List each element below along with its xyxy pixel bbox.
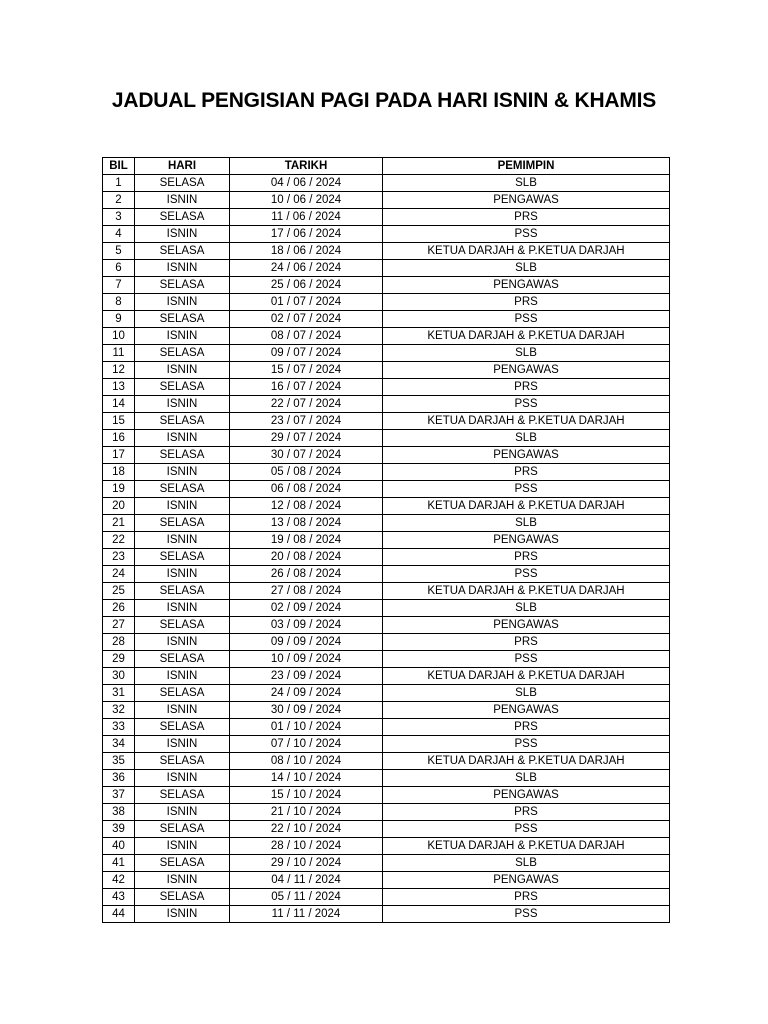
cell-bil: 29 — [103, 651, 135, 668]
cell-hari: ISNIN — [135, 566, 230, 583]
cell-pemimpin: PENGAWAS — [383, 532, 670, 549]
cell-pemimpin: PENGAWAS — [383, 362, 670, 379]
table-row — [103, 396, 670, 413]
cell-bil: 9 — [103, 311, 135, 328]
table-row — [103, 651, 670, 668]
cell-bil: 33 — [103, 719, 135, 736]
cell-pemimpin: PRS — [383, 464, 670, 481]
cell-hari: ISNIN — [135, 668, 230, 685]
cell-bil: 28 — [103, 634, 135, 651]
cell-pemimpin: PSS — [383, 566, 670, 583]
cell-bil: 39 — [103, 821, 135, 838]
cell-pemimpin: PSS — [383, 311, 670, 328]
cell-bil: 16 — [103, 430, 135, 447]
table-row — [103, 430, 670, 447]
cell-hari: SELASA — [135, 651, 230, 668]
cell-pemimpin: PRS — [383, 889, 670, 906]
cell-hari: ISNIN — [135, 362, 230, 379]
cell-pemimpin: SLB — [383, 685, 670, 702]
cell-pemimpin: KETUA DARJAH & P.KETUA DARJAH — [383, 243, 670, 260]
cell-hari: SELASA — [135, 889, 230, 906]
cell-pemimpin: SLB — [383, 855, 670, 872]
cell-hari: ISNIN — [135, 634, 230, 651]
column-header-pemimpin: PEMIMPIN — [383, 158, 670, 175]
cell-tarikh: 21 / 10 / 2024 — [230, 804, 383, 821]
cell-bil: 27 — [103, 617, 135, 634]
cell-hari: ISNIN — [135, 226, 230, 243]
cell-tarikh: 24 / 09 / 2024 — [230, 685, 383, 702]
cell-hari: SELASA — [135, 617, 230, 634]
cell-tarikh: 17 / 06 / 2024 — [230, 226, 383, 243]
cell-tarikh: 16 / 07 / 2024 — [230, 379, 383, 396]
cell-bil: 14 — [103, 396, 135, 413]
page-title: JADUAL PENGISIAN PAGI PADA HARI ISNIN & KHAMIS — [111, 89, 657, 112]
cell-hari: SELASA — [135, 787, 230, 804]
cell-hari: ISNIN — [135, 804, 230, 821]
cell-bil: 25 — [103, 583, 135, 600]
cell-hari: SELASA — [135, 583, 230, 600]
cell-pemimpin: PENGAWAS — [383, 872, 670, 889]
cell-bil: 44 — [103, 906, 135, 923]
cell-tarikh: 10 / 09 / 2024 — [230, 651, 383, 668]
cell-tarikh: 05 / 11 / 2024 — [230, 889, 383, 906]
table-row — [103, 498, 670, 515]
cell-pemimpin: PSS — [383, 906, 670, 923]
cell-bil: 34 — [103, 736, 135, 753]
cell-hari: ISNIN — [135, 736, 230, 753]
cell-bil: 22 — [103, 532, 135, 549]
table-row — [103, 379, 670, 396]
cell-tarikh: 03 / 09 / 2024 — [230, 617, 383, 634]
table-row — [103, 770, 670, 787]
cell-pemimpin: PENGAWAS — [383, 617, 670, 634]
cell-pemimpin: KETUA DARJAH & P.KETUA DARJAH — [383, 838, 670, 855]
table-row — [103, 515, 670, 532]
cell-bil: 38 — [103, 804, 135, 821]
cell-hari: ISNIN — [135, 600, 230, 617]
cell-pemimpin: SLB — [383, 430, 670, 447]
cell-bil: 26 — [103, 600, 135, 617]
cell-pemimpin: PENGAWAS — [383, 192, 670, 209]
table-row — [103, 362, 670, 379]
cell-hari: ISNIN — [135, 906, 230, 923]
table-row — [103, 804, 670, 821]
table-row — [103, 328, 670, 345]
table-row — [103, 719, 670, 736]
cell-pemimpin: SLB — [383, 345, 670, 362]
cell-hari: SELASA — [135, 277, 230, 294]
cell-tarikh: 22 / 07 / 2024 — [230, 396, 383, 413]
cell-hari: SELASA — [135, 821, 230, 838]
cell-hari: SELASA — [135, 311, 230, 328]
table-row — [103, 872, 670, 889]
cell-pemimpin: PSS — [383, 226, 670, 243]
schedule-table-body — [103, 175, 670, 923]
cell-bil: 41 — [103, 855, 135, 872]
cell-bil: 12 — [103, 362, 135, 379]
cell-bil: 15 — [103, 413, 135, 430]
cell-bil: 24 — [103, 566, 135, 583]
cell-pemimpin: PENGAWAS — [383, 447, 670, 464]
table-row — [103, 685, 670, 702]
cell-tarikh: 30 / 09 / 2024 — [230, 702, 383, 719]
cell-pemimpin: PSS — [383, 736, 670, 753]
cell-bil: 36 — [103, 770, 135, 787]
table-row — [103, 617, 670, 634]
table-row — [103, 209, 670, 226]
cell-tarikh: 18 / 06 / 2024 — [230, 243, 383, 260]
cell-tarikh: 11 / 11 / 2024 — [230, 906, 383, 923]
cell-pemimpin: PRS — [383, 549, 670, 566]
cell-hari: ISNIN — [135, 464, 230, 481]
cell-pemimpin: SLB — [383, 260, 670, 277]
table-row — [103, 226, 670, 243]
cell-tarikh: 11 / 06 / 2024 — [230, 209, 383, 226]
cell-hari: ISNIN — [135, 532, 230, 549]
cell-hari: SELASA — [135, 413, 230, 430]
cell-tarikh: 22 / 10 / 2024 — [230, 821, 383, 838]
table-row — [103, 600, 670, 617]
cell-hari: ISNIN — [135, 770, 230, 787]
cell-hari: SELASA — [135, 719, 230, 736]
cell-bil: 43 — [103, 889, 135, 906]
cell-bil: 30 — [103, 668, 135, 685]
cell-bil: 4 — [103, 226, 135, 243]
cell-pemimpin: PENGAWAS — [383, 277, 670, 294]
cell-tarikh: 04 / 06 / 2024 — [230, 175, 383, 192]
cell-pemimpin: PSS — [383, 481, 670, 498]
cell-hari: ISNIN — [135, 328, 230, 345]
cell-hari: SELASA — [135, 685, 230, 702]
cell-bil: 10 — [103, 328, 135, 345]
table-row — [103, 447, 670, 464]
cell-hari: SELASA — [135, 345, 230, 362]
cell-pemimpin: SLB — [383, 515, 670, 532]
cell-tarikh: 15 / 10 / 2024 — [230, 787, 383, 804]
cell-hari: SELASA — [135, 515, 230, 532]
cell-tarikh: 30 / 07 / 2024 — [230, 447, 383, 464]
cell-tarikh: 24 / 06 / 2024 — [230, 260, 383, 277]
cell-hari: ISNIN — [135, 260, 230, 277]
cell-tarikh: 28 / 10 / 2024 — [230, 838, 383, 855]
table-row — [103, 294, 670, 311]
cell-hari: SELASA — [135, 549, 230, 566]
cell-hari: ISNIN — [135, 192, 230, 209]
cell-bil: 42 — [103, 872, 135, 889]
table-row — [103, 634, 670, 651]
cell-bil: 2 — [103, 192, 135, 209]
cell-hari: SELASA — [135, 379, 230, 396]
cell-pemimpin: SLB — [383, 770, 670, 787]
cell-bil: 37 — [103, 787, 135, 804]
cell-hari: SELASA — [135, 209, 230, 226]
cell-tarikh: 29 / 10 / 2024 — [230, 855, 383, 872]
cell-pemimpin: SLB — [383, 175, 670, 192]
cell-bil: 18 — [103, 464, 135, 481]
column-header-hari: HARI — [135, 158, 230, 175]
cell-bil: 3 — [103, 209, 135, 226]
cell-tarikh: 07 / 10 / 2024 — [230, 736, 383, 753]
table-row — [103, 549, 670, 566]
cell-tarikh: 15 / 07 / 2024 — [230, 362, 383, 379]
cell-pemimpin: KETUA DARJAH & P.KETUA DARJAH — [383, 413, 670, 430]
column-header-tarikh: TARIKH — [230, 158, 383, 175]
cell-tarikh: 05 / 08 / 2024 — [230, 464, 383, 481]
cell-pemimpin: PENGAWAS — [383, 702, 670, 719]
cell-pemimpin: KETUA DARJAH & P.KETUA DARJAH — [383, 668, 670, 685]
column-header-bil: BIL — [103, 158, 135, 175]
cell-tarikh: 29 / 07 / 2024 — [230, 430, 383, 447]
cell-tarikh: 27 / 08 / 2024 — [230, 583, 383, 600]
cell-bil: 40 — [103, 838, 135, 855]
cell-tarikh: 10 / 06 / 2024 — [230, 192, 383, 209]
cell-tarikh: 23 / 07 / 2024 — [230, 413, 383, 430]
cell-pemimpin: KETUA DARJAH & P.KETUA DARJAH — [383, 498, 670, 515]
cell-pemimpin: PSS — [383, 396, 670, 413]
cell-pemimpin: PRS — [383, 804, 670, 821]
cell-hari: SELASA — [135, 753, 230, 770]
cell-bil: 21 — [103, 515, 135, 532]
cell-hari: ISNIN — [135, 430, 230, 447]
cell-tarikh: 14 / 10 / 2024 — [230, 770, 383, 787]
table-row — [103, 532, 670, 549]
cell-hari: SELASA — [135, 447, 230, 464]
table-row — [103, 277, 670, 294]
cell-hari: ISNIN — [135, 872, 230, 889]
cell-pemimpin: KETUA DARJAH & P.KETUA DARJAH — [383, 753, 670, 770]
table-row — [103, 821, 670, 838]
cell-bil: 13 — [103, 379, 135, 396]
table-row — [103, 566, 670, 583]
cell-tarikh: 09 / 09 / 2024 — [230, 634, 383, 651]
table-row — [103, 311, 670, 328]
table-row — [103, 481, 670, 498]
cell-tarikh: 08 / 07 / 2024 — [230, 328, 383, 345]
cell-tarikh: 04 / 11 / 2024 — [230, 872, 383, 889]
table-row — [103, 345, 670, 362]
cell-pemimpin: PSS — [383, 821, 670, 838]
table-row — [103, 260, 670, 277]
table-row — [103, 413, 670, 430]
table-row — [103, 855, 670, 872]
cell-pemimpin: PRS — [383, 209, 670, 226]
cell-bil: 6 — [103, 260, 135, 277]
cell-tarikh: 01 / 10 / 2024 — [230, 719, 383, 736]
cell-bil: 23 — [103, 549, 135, 566]
cell-tarikh: 12 / 08 / 2024 — [230, 498, 383, 515]
cell-pemimpin: KETUA DARJAH & P.KETUA DARJAH — [383, 328, 670, 345]
cell-tarikh: 26 / 08 / 2024 — [230, 566, 383, 583]
cell-hari: SELASA — [135, 243, 230, 260]
table-row — [103, 906, 670, 923]
cell-hari: ISNIN — [135, 294, 230, 311]
cell-tarikh: 06 / 08 / 2024 — [230, 481, 383, 498]
cell-bil: 17 — [103, 447, 135, 464]
schedule-table — [102, 157, 670, 923]
cell-tarikh: 23 / 09 / 2024 — [230, 668, 383, 685]
cell-tarikh: 13 / 08 / 2024 — [230, 515, 383, 532]
cell-tarikh: 08 / 10 / 2024 — [230, 753, 383, 770]
cell-bil: 5 — [103, 243, 135, 260]
table-row — [103, 702, 670, 719]
cell-hari: SELASA — [135, 481, 230, 498]
cell-hari: ISNIN — [135, 396, 230, 413]
table-row — [103, 192, 670, 209]
cell-pemimpin: SLB — [383, 600, 670, 617]
cell-pemimpin: PRS — [383, 719, 670, 736]
table-row — [103, 175, 670, 192]
cell-hari: SELASA — [135, 175, 230, 192]
table-row — [103, 838, 670, 855]
cell-pemimpin: PRS — [383, 634, 670, 651]
cell-hari: ISNIN — [135, 702, 230, 719]
cell-hari: SELASA — [135, 855, 230, 872]
cell-tarikh: 19 / 08 / 2024 — [230, 532, 383, 549]
cell-hari: ISNIN — [135, 838, 230, 855]
cell-bil: 8 — [103, 294, 135, 311]
cell-pemimpin: PSS — [383, 651, 670, 668]
cell-tarikh: 09 / 07 / 2024 — [230, 345, 383, 362]
cell-tarikh: 02 / 09 / 2024 — [230, 600, 383, 617]
table-row — [103, 464, 670, 481]
cell-pemimpin: KETUA DARJAH & P.KETUA DARJAH — [383, 583, 670, 600]
cell-pemimpin: PRS — [383, 294, 670, 311]
cell-tarikh: 01 / 07 / 2024 — [230, 294, 383, 311]
table-header-row — [103, 158, 670, 175]
cell-hari: ISNIN — [135, 498, 230, 515]
table-row — [103, 753, 670, 770]
cell-tarikh: 02 / 07 / 2024 — [230, 311, 383, 328]
cell-bil: 1 — [103, 175, 135, 192]
cell-bil: 35 — [103, 753, 135, 770]
cell-tarikh: 20 / 08 / 2024 — [230, 549, 383, 566]
cell-bil: 19 — [103, 481, 135, 498]
table-row — [103, 583, 670, 600]
table-row — [103, 889, 670, 906]
table-row — [103, 243, 670, 260]
cell-pemimpin: PRS — [383, 379, 670, 396]
cell-bil: 20 — [103, 498, 135, 515]
table-row — [103, 787, 670, 804]
cell-tarikh: 25 / 06 / 2024 — [230, 277, 383, 294]
cell-bil: 32 — [103, 702, 135, 719]
table-row — [103, 736, 670, 753]
cell-pemimpin: PENGAWAS — [383, 787, 670, 804]
cell-bil: 11 — [103, 345, 135, 362]
table-row — [103, 668, 670, 685]
cell-bil: 7 — [103, 277, 135, 294]
cell-bil: 31 — [103, 685, 135, 702]
